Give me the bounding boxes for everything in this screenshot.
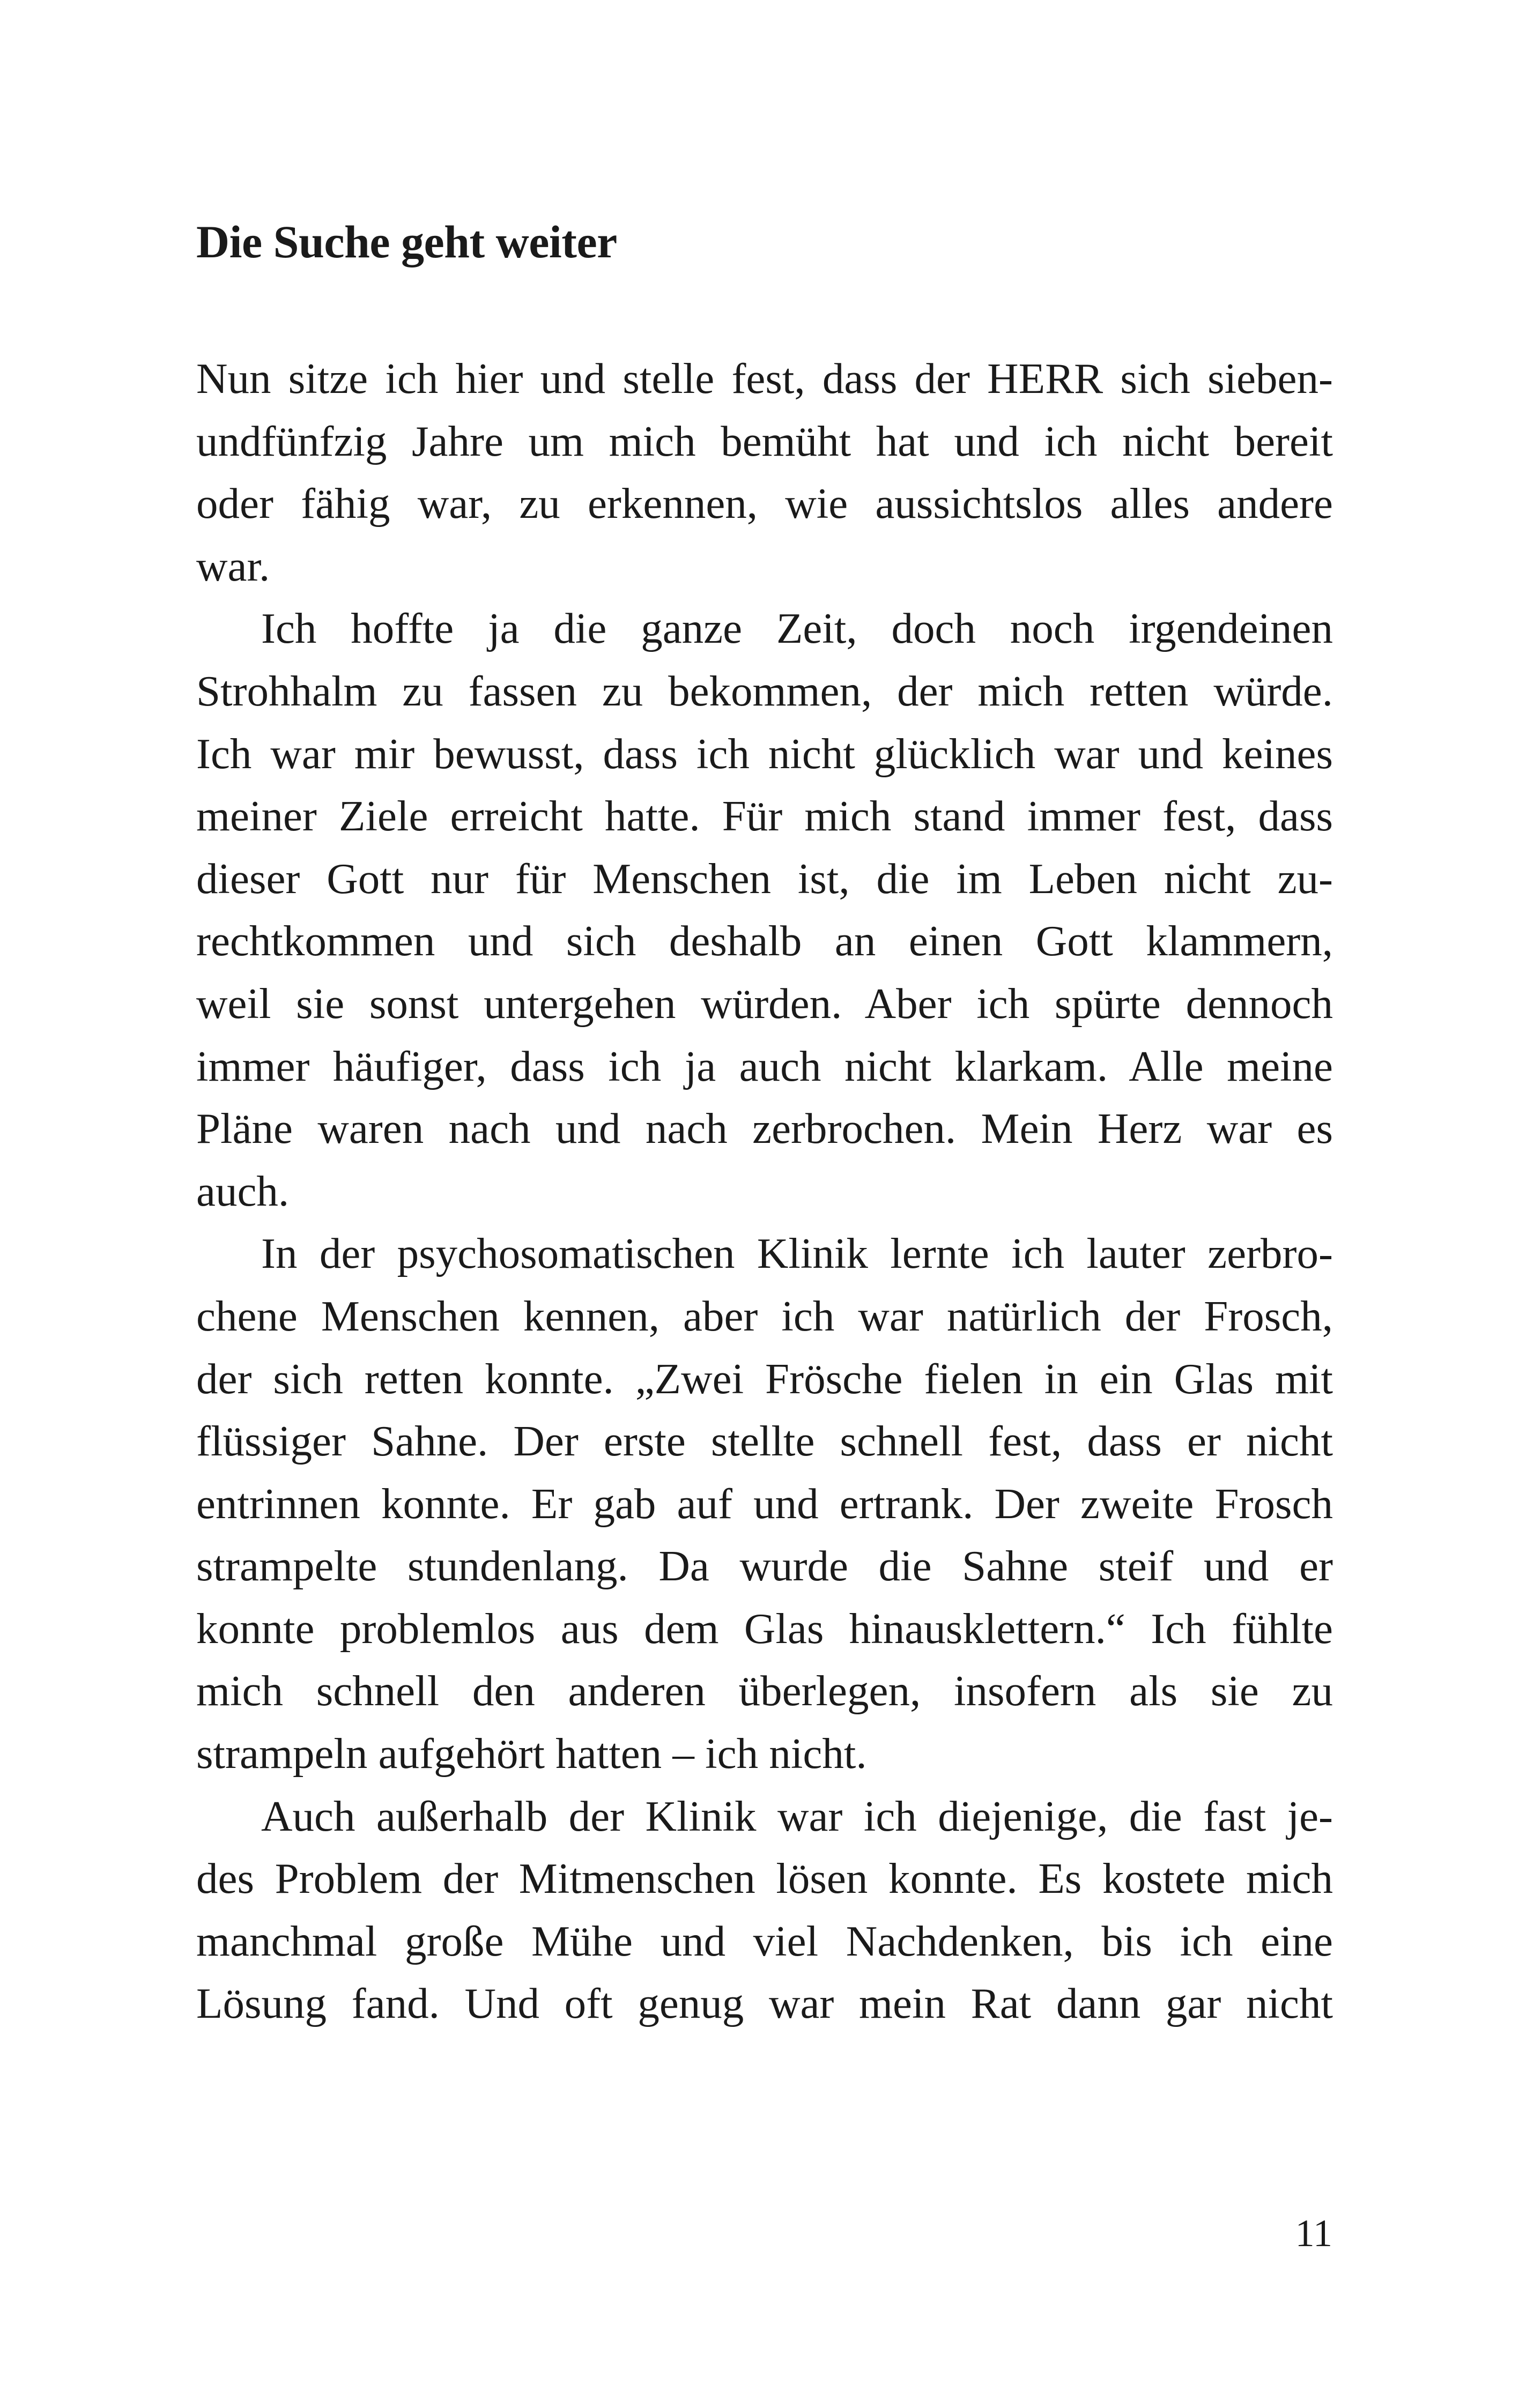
text-line: strampeln aufgehört hatten – ich nicht.: [196, 1729, 867, 1778]
text-line: entrinnen konnte. Er gab auf und ertrank. Der zweite Frosch: [196, 1479, 1333, 1528]
text-line: des Problem der Mitmenschen lösen konnte. Es kostete mich: [196, 1854, 1333, 1903]
text-line: undfünfzig Jahre um mich bemüht hat und ich nicht bereit: [196, 417, 1333, 465]
text-line: chene Menschen kennen, aber ich war natürlich der Frosch,: [196, 1291, 1333, 1340]
text-line: Pläne waren nach und nach zerbrochen. Mein Herz war es: [196, 1104, 1333, 1153]
text-line: Ich hoffte ja die ganze Zeit, doch noch irgendeinen: [261, 604, 1333, 653]
text-line: strampelte stundenlang. Da wurde die Sahne steif und er: [196, 1542, 1333, 1591]
text-line: Nun sitze ich hier und stelle fest, dass der HERR sich sieben-: [196, 354, 1333, 403]
text-line: oder fähig war, zu erkennen, wie aussichtslos alles andere: [196, 479, 1333, 528]
text-line: manchmal große Mühe und viel Nachdenken, bis ich eine: [196, 1916, 1333, 1965]
text-line: Strohhalm zu fassen zu bekommen, der mich retten würde.: [196, 666, 1333, 715]
text-line: mich schnell den anderen überlegen, insofern als sie zu: [196, 1667, 1333, 1715]
text-line: weil sie sonst untergehen würden. Aber ich spürte dennoch: [196, 979, 1333, 1028]
text-line: rechtkommen und sich deshalb an einen Gott klammern,: [196, 917, 1333, 965]
text-line: flüssiger Sahne. Der erste stellte schnell fest, dass er nicht: [196, 1417, 1333, 1466]
text-line: Lösung fand. Und oft genug war mein Rat dann gar nicht: [196, 1979, 1333, 2028]
text-line: dieser Gott nur für Menschen ist, die im Leben nicht zu-: [196, 854, 1333, 903]
text-line: meiner Ziele erreicht hatte. Für mich stand immer fest, dass: [196, 792, 1333, 841]
text-line: immer häufiger, dass ich ja auch nicht klarkam. Alle meine: [196, 1042, 1333, 1090]
page-number: 11: [1295, 2212, 1332, 2255]
text-line: auch.: [196, 1166, 290, 1215]
text-line: Auch außerhalb der Klinik war ich diejenige, die fast je-: [261, 1792, 1333, 1840]
text-line: In der psychosomatischen Klinik lernte ich lauter zerbro-: [261, 1229, 1333, 1278]
text-line: der sich retten konnte. „Zwei Frösche fielen in ein Glas mit: [196, 1354, 1333, 1403]
text-line: war.: [196, 541, 270, 590]
text-line: konnte problemlos aus dem Glas hinausklettern.“ Ich fühlte: [196, 1604, 1333, 1653]
body-text: [196, 347, 1333, 2035]
text-line: Ich war mir bewusst, dass ich nicht glücklich war und keines: [196, 729, 1333, 778]
chapter-heading: Die Suche geht weiter: [196, 216, 617, 267]
